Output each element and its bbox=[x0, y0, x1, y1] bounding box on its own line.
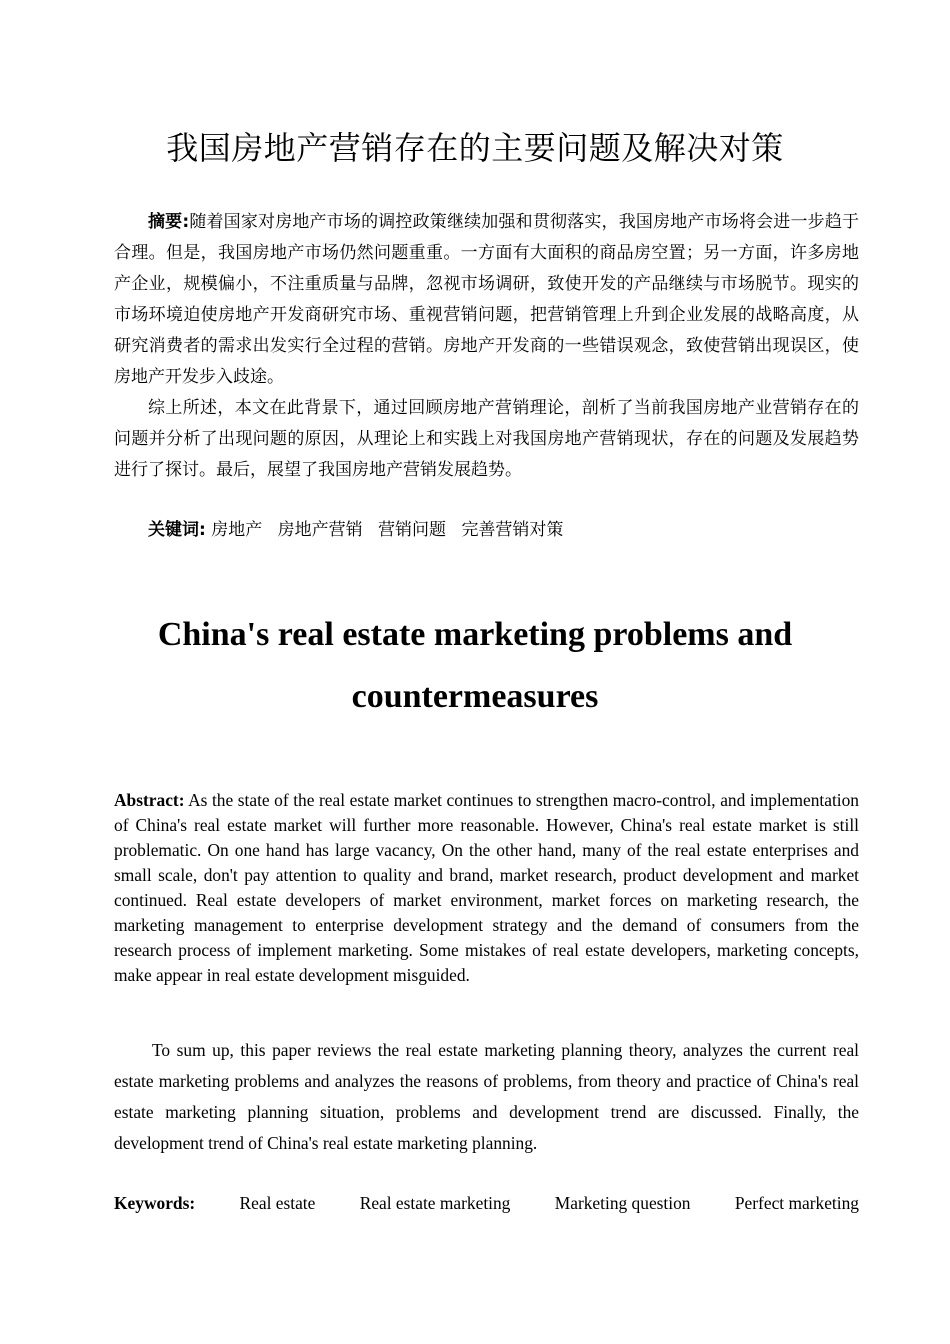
chinese-keyword: 营销问题 bbox=[378, 520, 447, 540]
english-title bbox=[0, 604, 950, 728]
chinese-abstract-paragraph-2: 综上所述，本文在此背景下，通过回顾房地产营销理论，剖析了当前我国房地产业营销存在的问题并分析了出现问题的原因，从理论上和实践上对我国房地产营销现状，存在的问题及发展趋势进行了探讨。最后，展望了我国房地产营销发展趋势。 bbox=[114, 398, 859, 480]
english-keyword: Perfect marketing bbox=[734, 1193, 859, 1213]
english-title-line-2: countermeasures bbox=[351, 678, 599, 715]
chinese-title: 我国房地产营销存在的主要问题及解决对策 bbox=[166, 129, 784, 167]
chinese-abstract-label: 摘要: bbox=[148, 212, 190, 232]
chinese-keywords-label: 关键词: bbox=[148, 520, 206, 540]
english-abstract bbox=[114, 788, 859, 988]
chinese-abstract-text-1: 随着国家对房地产市场的调控政策继续加强和贯彻落实，我国房地产市场将会进一步趋于合理。但是，我国房地产市场仍然问题重重。一方面有大面积的商品房空置；另一方面，许多房地产企业，规模偏小，不注重质量与品牌，忽视市场调研，致使开发的产品继续与市场脱节。现实的市场环境迫使房地产开发商研究市场、重视营销问题，把营销管理上升到企业发展的战略高度，从研究消费者的需求出发实行全过程的营销。房地产开发商的一些错误观念，致使营销出现误区，使房地产开发步入歧途。 bbox=[114, 212, 859, 387]
chinese-keyword: 房地产 bbox=[211, 520, 263, 540]
english-abstract-label: Abstract: bbox=[114, 790, 185, 810]
english-abstract-text: As the state of the real estate market continues to strengthen macro-control, and implementation of China's real estate market will further more reasonable. However, China's real estate market is still problematic. On one hand has large vacancy, On the other hand, many of the real estate enterprises and small scale, don't pay attention to quality and brand, market research, product development and market continued. Real estate developers of market environment, market forces on marketing research, the marketing management to enterprise development strategy and the demand of consumers from the research process of implement marketing. Some mistakes of real estate developers, marketing concepts, make appear in real estate development misguided. bbox=[114, 790, 859, 985]
english-keyword: Real estate bbox=[239, 1193, 316, 1213]
english-summary-paragraph: To sum up, this paper reviews the real estate marketing planning theory, analyzes the current real estate marketing problems and analyzes the reasons of problems, from theory and practice of China's real estate marketing planning situation, problems and development trend are discussed. Finally, the development trend of China's real estate marketing planning. bbox=[114, 1040, 859, 1153]
english-keywords-label: Keywords: bbox=[114, 1193, 196, 1213]
english-title-line-1: China's real estate marketing problems and bbox=[157, 616, 793, 653]
chinese-keywords bbox=[148, 515, 573, 546]
english-keywords bbox=[114, 1189, 859, 1217]
english-keyword: Real estate marketing bbox=[359, 1193, 511, 1213]
chinese-abstract bbox=[114, 207, 859, 486]
chinese-abstract-paragraph-1 bbox=[114, 207, 859, 393]
english-keyword: Marketing question bbox=[554, 1193, 691, 1213]
chinese-keyword: 完善营销对策 bbox=[461, 520, 564, 540]
chinese-keyword: 房地产营销 bbox=[277, 520, 363, 540]
